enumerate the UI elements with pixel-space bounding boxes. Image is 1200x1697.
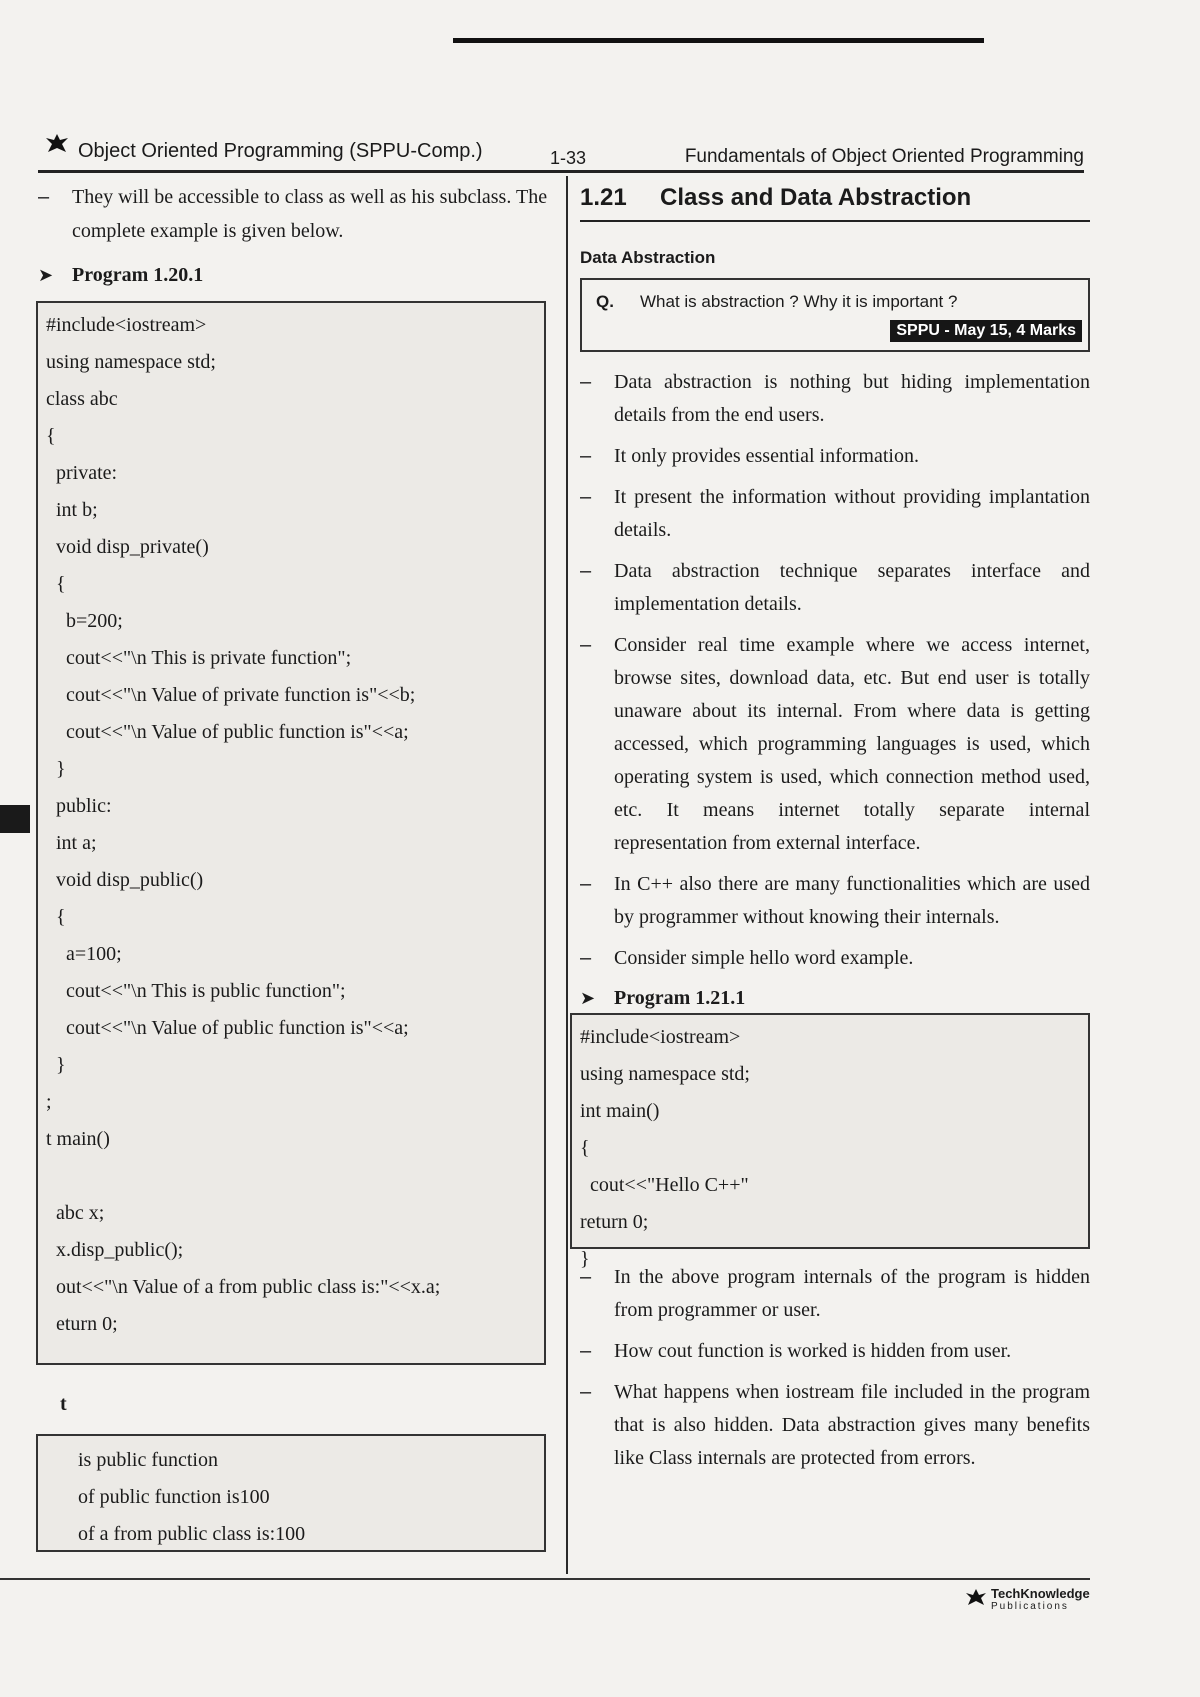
output-line: of public function is100 — [78, 1486, 270, 1508]
bullet-item — [580, 1261, 1090, 1327]
page-number: 1-33 — [550, 148, 587, 168]
output-line: of a from public class is:100 — [78, 1523, 306, 1545]
publisher-sub: Publications — [991, 1601, 1069, 1612]
arrow-icon: ➤ — [38, 265, 54, 286]
program-heading-right: ➤ Program 1.21.1 — [580, 983, 1090, 1013]
question-box — [580, 278, 1090, 352]
bullet-item — [580, 440, 1090, 473]
code-line: int b; — [46, 499, 98, 521]
code-line: cout<<"\n Value of private function is"<<b; — [46, 684, 416, 706]
bullet-item — [580, 1376, 1090, 1475]
bullet-text: In the above program internals of the program is hidden from programmer or user. — [614, 1266, 1090, 1321]
program-output — [36, 1434, 546, 1552]
bullet-text: Data abstraction is nothing but hiding implementation details from the end users. — [614, 371, 1090, 426]
right-column — [580, 180, 1090, 1483]
bullet-dash: – — [580, 560, 592, 582]
bullet-dash: – — [580, 634, 592, 656]
code-line: x.disp_public(); — [46, 1239, 184, 1261]
subheading: Data Abstraction — [580, 248, 716, 267]
section-rule — [580, 220, 1090, 222]
intro-bullet: – They will be accessible to class as well as his subclass. The complete example is given below. — [38, 180, 558, 248]
bullet-dash: – — [580, 947, 592, 969]
bullet-text: Consider real time example where we access internet, browse sites, download data, etc. But end user is totally unaware about its internal. From where data is getting accessed, which programming languages is used, which operating system is used, which connection method used, etc. It means internet totally separate internal representation from external interface. — [614, 634, 1090, 854]
bullet-text: Consider simple hello word example. — [614, 947, 914, 969]
code-line: cout<<"\n Value of public function is"<<a; — [46, 721, 409, 743]
code-line: int main() — [580, 1100, 660, 1122]
bullet-dash: – — [580, 486, 592, 508]
bullet-item — [580, 629, 1090, 860]
output-line: is public function — [78, 1449, 218, 1471]
publisher-logo-icon — [44, 132, 70, 158]
chapter-title: Fundamentals of Object Oriented Programming — [684, 146, 1084, 167]
publisher-logo-icon — [965, 1588, 987, 1610]
code-line: #include<iostream> — [580, 1026, 741, 1048]
bullet-item — [580, 942, 1090, 975]
scan-edge-mark — [0, 805, 30, 833]
running-header — [38, 132, 1084, 172]
bullet-item — [580, 481, 1090, 547]
code-line: void disp_public() — [46, 869, 204, 891]
bullet-text: In C++ also there are many functionalities which are used by programmer without knowing their internals. — [614, 873, 1090, 928]
code-line: return 0; — [580, 1211, 649, 1233]
code-line: cout<<"Hello C++" — [580, 1174, 749, 1196]
code-line: } — [46, 758, 66, 780]
code-line: { — [46, 573, 66, 595]
code-listing-left — [36, 301, 546, 1365]
code-line: using namespace std; — [580, 1063, 750, 1085]
code-line: void disp_private() — [46, 536, 209, 558]
bullet-dash: – — [580, 1381, 592, 1403]
bullet-list-after — [580, 1261, 1090, 1475]
code-line: { — [46, 425, 56, 447]
exam-badge: SPPU - May 15, 4 Marks — [890, 320, 1082, 342]
scan-edge-bar — [453, 38, 984, 43]
bullet-item — [580, 1335, 1090, 1368]
bullet-dash: – — [580, 873, 592, 895]
column-divider — [566, 176, 568, 1574]
code-line: cout<<"\n Value of public function is"<<a; — [46, 1017, 409, 1039]
left-column — [38, 180, 558, 290]
question-label: Q. — [596, 292, 614, 311]
code-line: ; — [46, 1091, 52, 1113]
code-line: using namespace std; — [46, 351, 216, 373]
bullet-text: Data abstraction technique separates interface and implementation details. — [614, 560, 1090, 615]
code-line — [46, 1158, 536, 1195]
bullet-text: It present the information without providing implantation details. — [614, 486, 1090, 541]
bullet-dash: – — [580, 1266, 592, 1288]
bullet-item — [580, 555, 1090, 621]
footer-publisher-logo — [965, 1586, 1090, 1616]
code-line: cout<<"\n This is public function"; — [46, 980, 346, 1002]
intro-bullet-text: They will be accessible to class as well as his subclass. The complete example is given below. — [72, 186, 548, 242]
book-title: Object Oriented Programming (SPPU-Comp.) — [78, 140, 483, 162]
code-line: a=100; — [46, 943, 122, 965]
code-line: out<<"\n Value of a from public class is:"<<x.a; — [46, 1276, 441, 1298]
code-listing-right — [570, 1013, 1090, 1270]
code-line: eturn 0; — [46, 1313, 118, 1335]
code-line: #include<iostream> — [46, 314, 207, 336]
section-heading — [580, 180, 1090, 216]
bullet-list — [580, 366, 1090, 975]
code-line: t main() — [46, 1128, 110, 1150]
code-line: { — [46, 906, 66, 928]
code-line: class abc — [46, 388, 118, 410]
code-line: cout<<"\n This is private function"; — [46, 647, 352, 669]
code-line: { — [580, 1137, 590, 1159]
code-line: public: — [46, 795, 112, 817]
section-number: 1.21 — [580, 184, 627, 211]
bullet-item — [580, 366, 1090, 432]
bullet-dash: – — [580, 445, 592, 467]
code-line: } — [46, 1054, 66, 1076]
arrow-icon: ➤ — [580, 988, 596, 1009]
publisher-name: TechKnowledge — [991, 1586, 1090, 1601]
code-line: abc x; — [46, 1202, 105, 1224]
code-line: b=200; — [46, 610, 123, 632]
bullet-text: What happens when iostream file included in the program that is also hidden. Data abstraction gives many benefits like Class internals are protected from errors. — [614, 1381, 1090, 1469]
bullet-item — [580, 868, 1090, 934]
code-line: } — [580, 1248, 590, 1270]
footer-rule — [0, 1578, 1090, 1580]
code-line: private: — [46, 462, 118, 484]
question-text: What is abstraction ? Why it is important ? — [640, 292, 958, 311]
bullet-text: How cout function is worked is hidden from user. — [614, 1340, 1012, 1362]
code-line: int a; — [46, 832, 97, 854]
header-rule — [38, 170, 1084, 173]
bullet-text: It only provides essential information. — [614, 445, 919, 467]
program-heading-left: ➤ Program 1.20.1 — [38, 260, 558, 290]
bullet-dash: – — [580, 1340, 592, 1362]
section-title: Class and Data Abstraction — [660, 184, 972, 211]
bullet-dash: – — [580, 371, 592, 393]
output-heading: t — [60, 1393, 67, 1415]
